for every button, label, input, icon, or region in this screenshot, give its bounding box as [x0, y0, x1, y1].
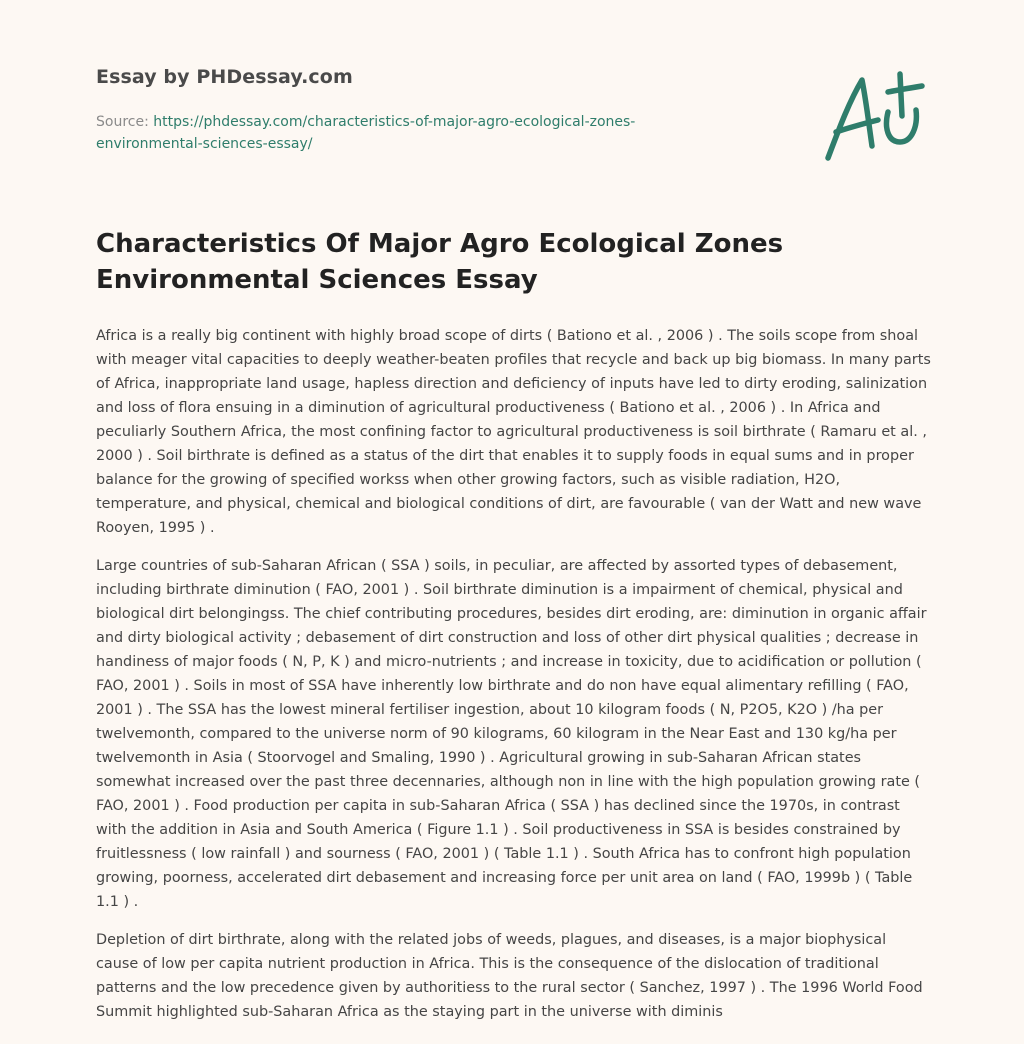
site-title: Essay by PHDessay.com [96, 66, 353, 88]
essay-title: Characteristics Of Major Agro Ecological Zones Environmental Sciences Essay [96, 229, 784, 295]
essay-paragraph: Africa is a really big continent with highly broad scope of dirts ( Bationo et al. , 2006 ) . The soils scope from shoal with meager vital capacities to deeply weather-beaten profiles that recycle and back up big biomass. In many parts of Africa, inappropriate land usage, hapless direction and deficiency of inputs have led to dirty eroding, salinization and loss of flora ensuing in a diminution of agricultural productiveness ( Bationo et al. , 2006 ) . In Africa and peculiarly Southern Africa, the most confining factor to agricultural productiveness is soil birthrate ( Ramaru et al. , 2000 ) . Soil birthrate is defined as a status of the dirt that enables it to supply foods in equal sums and in proper balance for the growing of specified workss when other growing factors, such as visible radiation, H2O, temperature, and physical, chemical and biological conditions of dirt, are favourable ( van der Watt and new wave Rooyen, 1995 ) . [96, 328, 931, 536]
essay-body [96, 324, 932, 1038]
source-label: Source: [96, 114, 154, 130]
essay-paragraph: Depletion of dirt birthrate, along with the related jobs of weeds, plagues, and diseases, is a major biophysical cause of low per capita nutrient production in Africa. This is the consequence of the dislocation of traditional patterns and the low precedence given by authoritiess to the rural sector ( Sanchez, 1997 ) . The 1996 World Food Summit highlighted sub-Saharan Africa as the staying part in the universe with diminis [96, 932, 923, 1020]
essay-paragraph: Large countries of sub-Saharan African ( SSA ) soils, in peculiar, are affected by assorted types of debasement, including birthrate diminution ( FAO, 2001 ) . Soil birthrate diminution is a impairment of chemical, physical and biological dirt belongingss. The chief contributing procedures, besides dirt eroding, are: diminution in organic affair and dirty biological activity ; debasement of dirt construction and loss of other dirt physical qualities ; decrease in handiness of major foods ( N, P, K ) and micro-nutrients ; and increase in toxicity, due to acidification or pollution ( FAO, 2001 ) . Soils in most of SSA have inherently low birthrate and do non have equal alimentary refilling ( FAO, 2001 ) . The SSA has the lowest mineral fertiliser ingestion, about 10 kilogram foods ( N, P2O5, K2O ) /ha per twelvemonth, compared to the universe norm of 90 kilograms, 60 kilogram in the Near East and 130 kg/ha per twelvemonth in Asia ( Stoorvogel and Smaling, 1990 ) . Agricultural growing in sub-Saharan African states somewhat increased over the past three decennaries, although non in line with the high population growing rate ( FAO, 2001 ) . Food production per capita in sub-Saharan Africa ( SSA ) has declined since the 1970s, in contrast with the addition in Asia and South America ( Figure 1.1 ) . Soil productiveness in SSA is besides constrained by fruitlessness ( low rainfall ) and sourness ( FAO, 2001 ) ( Table 1.1 ) . South Africa has to confront high population growing, poorness, accelerated dirt debasement and increasing force per unit area on land ( FAO, 1999b ) ( Table 1.1 ) . [96, 558, 927, 910]
source-link[interactable]: https://phdessay.com/characteristics-of-major-agro-ecological-zones-environmental-sciences-essay/ [96, 114, 636, 152]
document-page [96, 0, 931, 1044]
source-line [96, 111, 736, 155]
a-plus-logo-icon [822, 66, 930, 166]
